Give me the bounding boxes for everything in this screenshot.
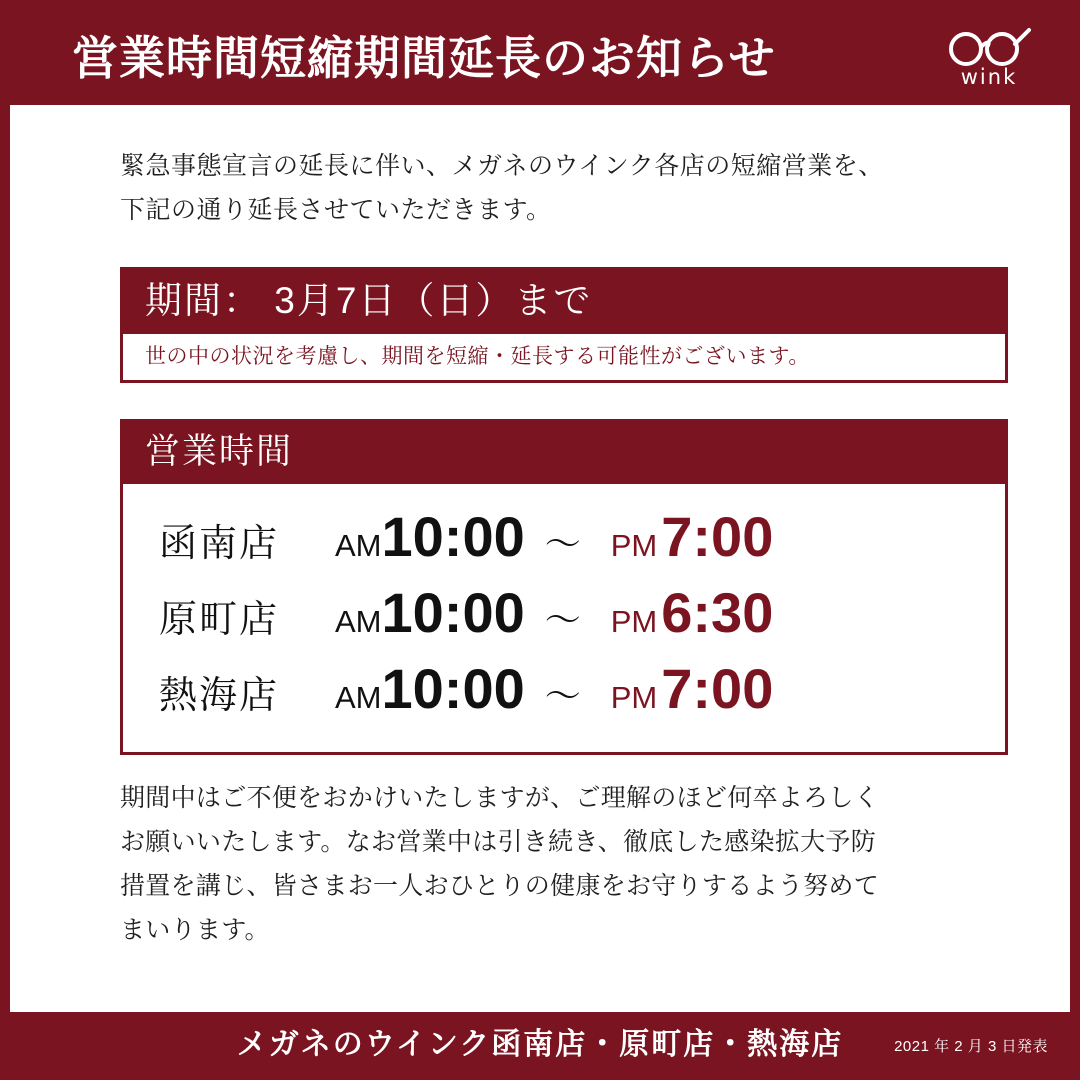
- footer-date: 2021 年 2 月 3 日発表: [894, 1038, 1048, 1055]
- content: [10, 105, 1070, 1012]
- close-time: 7:00: [661, 657, 774, 721]
- time-separator: 〜: [544, 675, 581, 717]
- open-time: 10:00: [381, 505, 525, 569]
- pm-label: PM: [610, 528, 658, 564]
- period-box: [120, 267, 1008, 384]
- hours-list: [123, 484, 1005, 752]
- pm-label: PM: [610, 680, 658, 716]
- closing-line-2: お願いいたします。なお営業中は引き続き、徹底した感染拡大予防: [120, 828, 877, 857]
- am-label: AM: [335, 528, 382, 564]
- pm-label: PM: [610, 604, 658, 640]
- shop-name: 原町店: [159, 599, 280, 642]
- page-title: 営業時間短縮期間延長のお知らせ: [72, 31, 776, 84]
- closing-line-1: 期間中はご不便をおかけいたしますが、ご理解のほど何卒よろしく: [120, 784, 880, 813]
- time-separator: 〜: [544, 599, 581, 641]
- shop-name: 函南店: [159, 523, 280, 566]
- open-time: 10:00: [381, 657, 525, 721]
- hours-box: [120, 419, 1008, 755]
- closing-text: [120, 777, 1018, 952]
- footer: [10, 1012, 1070, 1070]
- intro-line-1: 緊急事態宣言の延長に伴い、メガネのウインク各店の短縮営業を、: [120, 152, 884, 180]
- close-time: 7:00: [661, 505, 774, 569]
- brand-logo: [946, 27, 1032, 89]
- brand-name: wink: [960, 64, 1018, 89]
- am-label: AM: [335, 680, 382, 716]
- open-time: 10:00: [381, 581, 525, 645]
- footer-shop-list: メガネのウインク函南店・原町店・熱海店: [236, 1028, 844, 1061]
- am-label: AM: [335, 604, 382, 640]
- closing-line-3: 措置を講じ、皆さまお一人おひとりの健康をお守りするよう努めて: [120, 871, 880, 900]
- hours-row: [123, 652, 1005, 728]
- hours-heading: 営業時間: [123, 422, 1005, 484]
- period-heading: 期間： 3月7日（日）まで: [123, 270, 1005, 335]
- intro-text: [120, 145, 1018, 233]
- header: [10, 10, 1070, 105]
- close-time: 6:30: [661, 581, 774, 645]
- period-note: 世の中の状況を考慮し、期間を短縮・延長する可能性がございます。: [145, 345, 810, 369]
- shop-name: 熱海店: [159, 675, 280, 718]
- glasses-icon: [946, 27, 1032, 67]
- hours-row: [123, 500, 1005, 576]
- intro-line-2: 下記の通り延長させていただきます。: [120, 195, 552, 224]
- hours-row: [123, 576, 1005, 652]
- closing-line-4: まいります。: [120, 915, 270, 944]
- time-separator: 〜: [544, 523, 581, 565]
